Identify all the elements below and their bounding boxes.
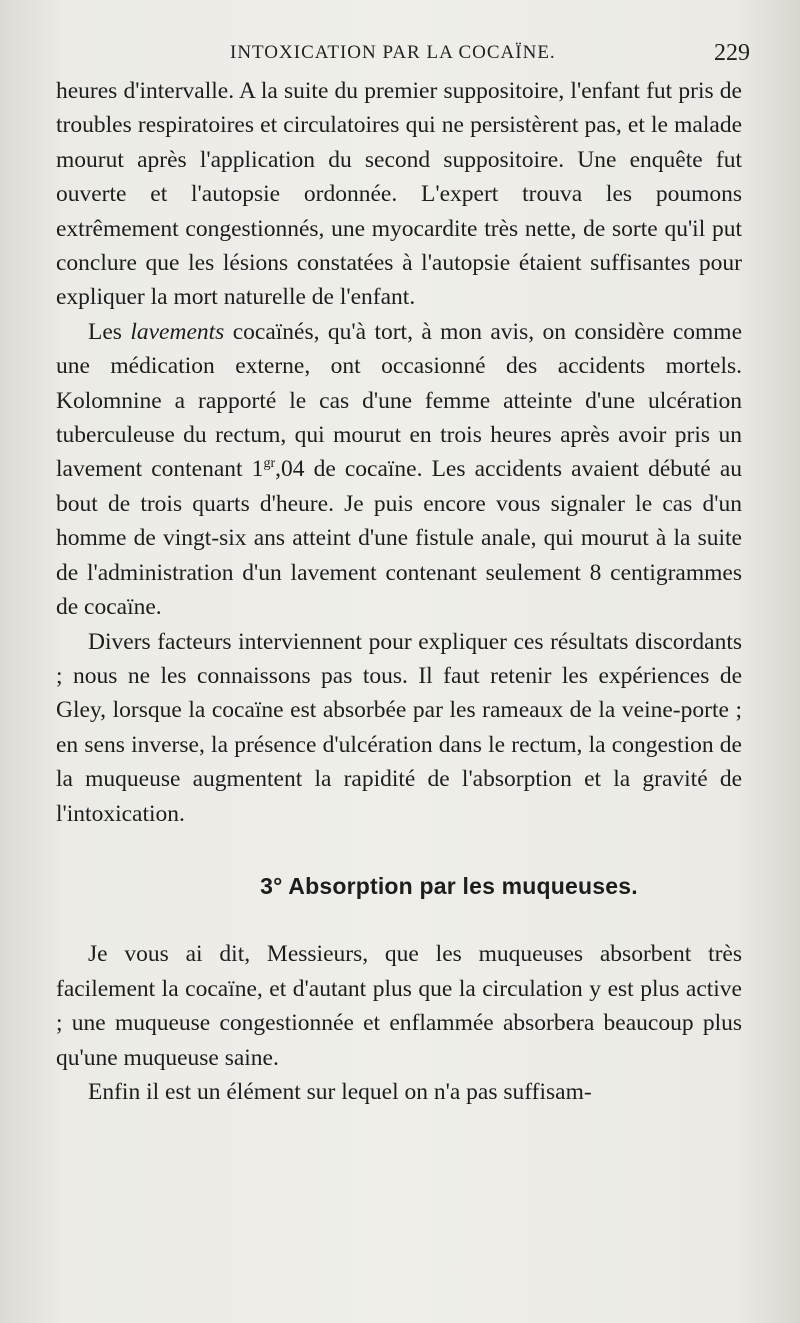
paragraph-muqueuses: Je vous ai dit, Messieurs, que les muqueuses absorbent très facilement la cocaïne, et d'autant plus que la circulation y est plus active ; une muqueuse congestionnée et enflammée absorbera beaucoup plus qu'une muqueuse saine.	[56, 941, 742, 1071]
paragraph-enfin: Enfin il est un élément sur lequel on n'a pas suffisam-	[88, 1078, 592, 1105]
text-run: Les	[88, 318, 131, 345]
page-number: 229	[714, 39, 750, 66]
paragraph-lavements	[56, 315, 742, 625]
section-heading: 3° Absorption par les muqueuses.	[260, 872, 638, 899]
page-body	[56, 74, 742, 1109]
running-title: INTOXICATION PAR LA COCAÏNE.	[230, 42, 556, 63]
paragraph-facteurs: Divers facteurs interviennent pour expliquer ces résultats discordants ; nous ne les connaissons pas tous. Il faut retenir les expériences de Gley, lorsque la cocaïne est absorbée par les rameaux de la veine-porte ; en sens inverse, la présence d'ulcération dans le rectum, la congestion de la muqueuse augmentent la rapidité de l'absorption et la gravité de l'intoxication.	[56, 628, 742, 827]
unit-superscript: gr	[263, 456, 276, 472]
paragraph-continuation: heures d'intervalle. A la suite du premier suppositoire, l'enfant fut pris de troubles respiratoires et circulatoires qui ne persistèrent pas, et le malade mourut après l'application du second suppositoire. Une enquête fut ouverte et l'autopsie ordonnée. L'expert trouva les poumons extrêmement congestionnés, une myocardite très nette, de sorte qu'il put conclure que les lésions constatées à l'autopsie étaient suffisantes pour expliquer la mort naturelle de l'enfant.	[56, 78, 742, 311]
italic-term: lavements	[130, 318, 225, 345]
page-header	[70, 36, 750, 70]
text-run: cocaïnés, qu'à tort, à mon avis, on considère comme une médication externe, ont occasionné des accidents mortels. Kolomnine a rapporté le cas d'une femme atteinte d'une ulcération tuberculeuse du rectum, qui mourut en trois heures après avoir pris un lavement contenant 1	[56, 318, 743, 483]
text-run: ,04 de cocaïne. Les accidents avaient débuté au bout de trois quarts d'heure. Je puis encore vous signaler le cas d'un homme de vingt-six ans atteint d'une fistule anale, qui mourut à la suite de l'administration d'un lavement contenant seulement 8 centigrammes de cocaïne.	[56, 456, 742, 621]
